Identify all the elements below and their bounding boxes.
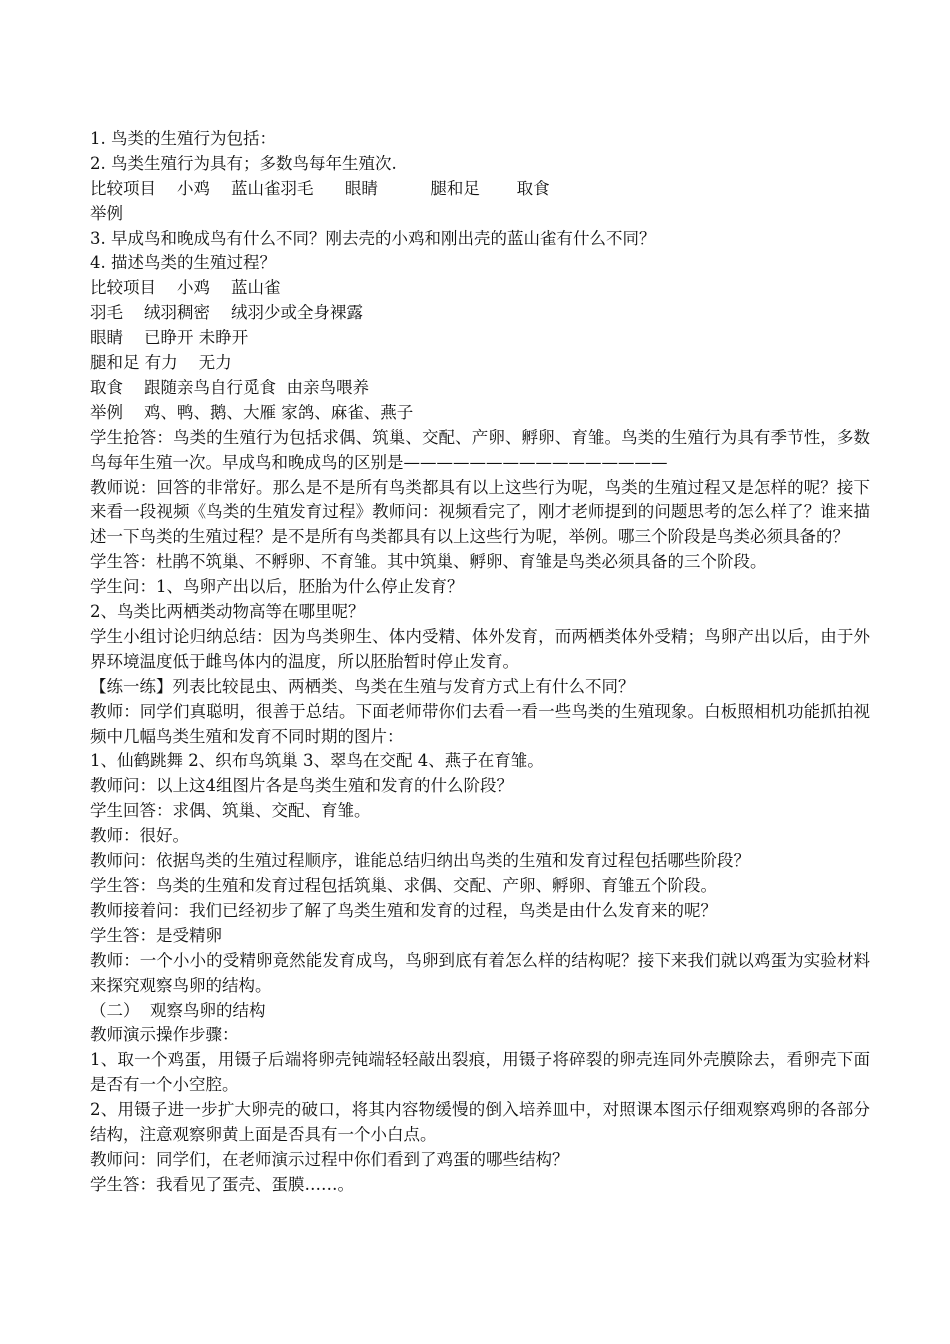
question-3: 3. 早成鸟和晚成鸟有什么不同？刚去壳的小鸡和刚出壳的蓝山雀有什么不同？ [90,228,656,248]
student-answer-paragraph: 学生抢答：鸟类的生殖行为包括求偶、筑巢、交配、产卵、孵卵、育雏。鸟类的生殖行为具有季节性，多数鸟每年生殖一次。早成鸟和晚成鸟的区别是———————————————— [90,427,870,472]
table-header-row: 比较项目 小鸡 蓝山雀羽毛 眼睛 腿和足 取食 [90,178,550,198]
teacher-question-stages: 教师问：以上这4组图片各是鸟类生殖和发育的什么阶段？ [90,776,513,796]
student-answer-stages: 学生回答：求偶、筑巢、交配、育雏。 [90,801,371,821]
student-answer-cuckoo: 学生答：杜鹃不筑巢、不孵卵、不育雏。其中筑巢、孵卵、育雏是鸟类必须具备的三个阶段。 [90,552,767,572]
demo-step-2: 2、用镊子进一步扩大卵壳的破口，将其内容物缓慢的倒入培养皿中，对照课本图示仔细观察鸡卵的各部分结构，注意观察卵黄上面是否具有一个小白点。 [90,1100,870,1145]
student-question-2: 2、鸟类比两栖类动物高等在哪里呢？ [90,602,365,622]
teacher-egg-intro: 教师：一个小小的受精卵竟然能发育成鸟，鸟卵到底有着怎么样的结构呢？接下来我们就以鸡蛋为实验材料来探究观察鸟卵的结构。 [90,950,870,995]
question-2: 2. 鸟类生殖行为具有；多数鸟每年生殖次. [90,153,397,173]
teacher-praise-paragraph: 教师：同学们真聪明，很善于总结。下面老师带你们去看一看一些鸟类的生殖现象。白板照相机功能抓拍视频中几幅鸟类生殖和发育不同时期的图片： [90,701,870,746]
table-example-row: 举例 [90,203,123,223]
question-1: 1. 鸟类的生殖行为包括： [90,129,276,148]
teacher-question-origin: 教师接着问：我们已经初步了解了鸟类生殖和发育的过程，鸟类是由什么发育来的呢？ [90,900,717,920]
teacher-question-order: 教师问：依据鸟类的生殖过程顺序，谁能总结归纳出鸟类的生殖和发育过程包括哪些阶段？ [90,851,750,871]
group-summary-paragraph: 学生小组讨论归纳总结：因为鸟类卵生、体内受精、体外发育，而两栖类体外受精；鸟卵产出以后，由于外界环境温度低于雌鸟体内的温度，所以胚胎暂时停止发育。 [90,626,870,671]
demo-steps-heading: 教师演示操作步骤： [90,1025,239,1045]
student-answer-structure: 学生答：我看见了蛋壳、蛋膜……。 [90,1174,354,1194]
document-page [90,127,870,1198]
comparison-header: 比较项目 小鸡 蓝山雀 [90,278,281,298]
practice-prompt: 【练一练】列表比较昆虫、两栖类、鸟类在生殖与发育方式上有什么不同？ [90,676,635,696]
comparison-legs: 腿和足 有力 无力 [90,353,232,373]
comparison-feeding: 取食 跟随亲鸟自行觅食 由亲鸟喂养 [90,377,369,397]
comparison-examples: 举例 鸡、鸭、鹅、大雁 家鸽、麻雀、燕子 [90,402,414,422]
teacher-question-structure: 教师问：同学们，在老师演示过程中你们看到了鸡蛋的哪些结构？ [90,1149,569,1169]
picture-list: 1、仙鹤跳舞 2、织布鸟筑巢 3、翠鸟在交配 4、燕子在育雏。 [90,751,544,771]
teacher-good: 教师：很好。 [90,826,189,846]
comparison-feathers: 羽毛 绒羽稠密 绒羽少或全身裸露 [90,303,363,323]
question-4: 4. 描述鸟类的生殖过程？ [90,253,276,273]
teacher-video-paragraph: 教师说：回答的非常好。那么是不是所有鸟类都具有以上这些行为呢，鸟类的生殖过程又是怎样的呢？接下来看一段视频《鸟类的生殖发育过程》教师问：视频看完了，刚才老师提到的问题思考的怎么样了？谁来描述一下鸟类的生殖过程？是不是所有鸟类都具有以上这些行为呢，举例。哪三个阶段是鸟类必须具备的？ [90,477,870,547]
section-heading: （二） 观察鸟卵的结构 [90,1000,266,1020]
student-question-1: 学生问：1、鸟卵产出以后，胚胎为什么停止发育？ [90,577,464,597]
demo-step-1: 1、取一个鸡蛋，用镊子后端将卵壳钝端轻轻敲出裂痕，用镊子将碎裂的卵壳连同外壳膜除去，看卵壳下面是否有一个小空腔。 [90,1050,870,1095]
student-answer-origin: 学生答：是受精卵 [90,925,222,945]
student-answer-order: 学生答：鸟类的生殖和发育过程包括筑巢、求偶、交配、产卵、孵卵、育雏五个阶段。 [90,876,717,895]
comparison-eyes: 眼睛 已睁开 未睁开 [90,328,249,348]
